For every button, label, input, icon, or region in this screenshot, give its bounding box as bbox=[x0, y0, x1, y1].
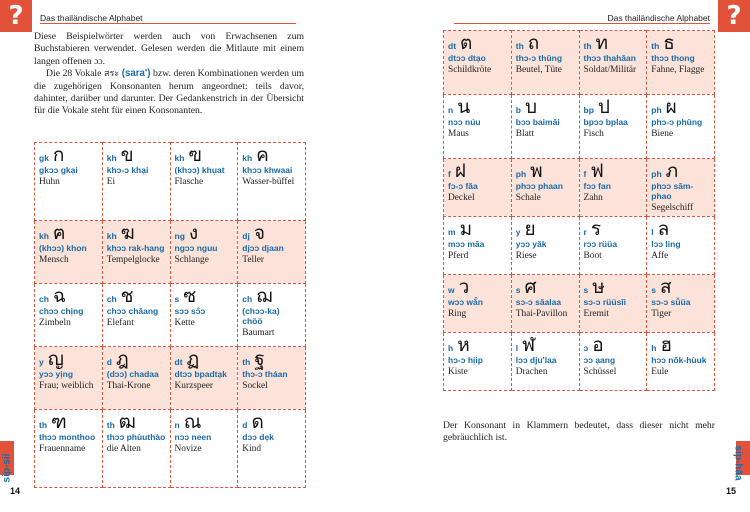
consonant-cell bbox=[511, 275, 579, 333]
cell-top bbox=[107, 349, 166, 369]
cell-top bbox=[242, 223, 301, 243]
consonant-transliteration: yɔɔ yịng bbox=[39, 369, 74, 379]
consonant-transliteration: (dɔɔ) chadaa bbox=[106, 369, 159, 379]
consonant-abbreviation: h bbox=[651, 343, 657, 353]
consonant-abbreviation: ch bbox=[39, 294, 49, 304]
consonant-meaning: Teller bbox=[242, 255, 264, 265]
thai-consonant: ฟ bbox=[590, 160, 604, 182]
thai-consonant: จ bbox=[253, 222, 265, 244]
footnote: Der Konsonant in Klammern bedeutet, dass dieser nicht mehr gebräuchlich ist. bbox=[443, 420, 715, 444]
cell-top bbox=[516, 161, 575, 181]
consonant-meaning: Zahn bbox=[583, 193, 603, 203]
intro-text bbox=[34, 31, 304, 118]
consonant-transliteration: sɔ-ɔ sǎalaa bbox=[515, 297, 562, 307]
consonant-meaning: Soldat/Militär bbox=[583, 65, 637, 75]
cell-top bbox=[651, 97, 710, 117]
consonant-meaning: Novize bbox=[174, 444, 202, 454]
consonant-meaning: Baumart bbox=[242, 328, 275, 338]
cell-top bbox=[584, 219, 643, 239]
consonant-transliteration: hɔɔ nōk-hùuk bbox=[651, 355, 707, 365]
consonant-cell bbox=[170, 221, 238, 284]
cell-top bbox=[516, 219, 575, 239]
consonant-transliteration: chɔɔ chāang bbox=[106, 306, 159, 316]
consonant-transliteration: dtɔɔ dtạo bbox=[448, 53, 486, 63]
consonant-cell bbox=[579, 217, 647, 275]
consonant-cell bbox=[170, 284, 238, 347]
intro-transliteration: (sara') bbox=[121, 68, 151, 80]
intro-paragraph-1: Diese Beispielwörter werden auch von Erwachsenen zum Buchstabieren verwendet. Gelesen werden die Mitlaute mit einem langen offenen ɔɔ. bbox=[34, 31, 304, 67]
consonant-cell bbox=[170, 410, 238, 488]
thai-consonant: ฌ bbox=[256, 285, 273, 307]
cell-top bbox=[448, 277, 507, 297]
consonant-cell bbox=[444, 95, 512, 159]
consonant-abbreviation: s bbox=[583, 285, 589, 295]
consonant-transliteration: thɔɔ monthoo bbox=[39, 432, 96, 442]
consonant-cell bbox=[579, 95, 647, 159]
consonant-transliteration: rɔɔ rüüa bbox=[583, 239, 618, 249]
consonant-cell bbox=[35, 284, 103, 347]
thai-consonant: ฝ bbox=[454, 160, 466, 182]
consonant-cell bbox=[238, 221, 306, 284]
intro-p2-start: Die 28 Vokale bbox=[46, 68, 104, 80]
cell-top bbox=[584, 161, 643, 181]
consonant-meaning: Eremit bbox=[583, 309, 610, 319]
consonant-abbreviation: gk bbox=[39, 153, 49, 163]
consonant-transliteration: (khɔɔ) khụat bbox=[174, 165, 225, 175]
consonant-abbreviation: bp bbox=[583, 105, 594, 115]
thai-consonant: ฮ bbox=[660, 334, 673, 356]
consonant-transliteration: thɔɔ thong bbox=[651, 53, 695, 63]
page-header-right: Das thailändische Alphabet bbox=[607, 13, 710, 23]
consonant-cell bbox=[511, 159, 579, 217]
consonant-transliteration: thɔɔ thahǎan bbox=[583, 53, 636, 63]
header-rule-right bbox=[454, 23, 710, 24]
consonant-abbreviation: s bbox=[651, 285, 656, 295]
consonant-transliteration: sɔ-ɔ sǚüa bbox=[651, 297, 691, 307]
consonant-meaning: Deckel bbox=[448, 193, 475, 203]
consonant-cell bbox=[579, 333, 647, 391]
consonant-transliteration: thɔ-ɔ tháan bbox=[242, 369, 288, 379]
consonant-meaning: Schale bbox=[515, 193, 541, 203]
consonant-cell bbox=[647, 333, 715, 391]
consonant-cell bbox=[511, 333, 579, 391]
cell-top bbox=[516, 33, 575, 53]
cell-top bbox=[175, 223, 234, 243]
consonant-abbreviation: th bbox=[651, 41, 660, 51]
table-row bbox=[35, 284, 306, 347]
cell-top bbox=[651, 277, 710, 297]
consonant-abbreviation: kh bbox=[174, 153, 185, 163]
consonant-meaning: Blatt bbox=[515, 129, 534, 139]
cell-top bbox=[448, 219, 507, 239]
thai-consonant: ง bbox=[188, 222, 199, 244]
consonant-abbreviation: ch bbox=[242, 294, 253, 304]
cell-top bbox=[39, 412, 98, 432]
thai-consonant: ภ bbox=[665, 160, 679, 182]
consonant-transliteration: sɔ-ɔ rüüsǐi bbox=[583, 297, 627, 307]
consonant-abbreviation: ph bbox=[651, 169, 662, 179]
consonant-cell bbox=[238, 347, 306, 410]
consonant-abbreviation: th bbox=[515, 41, 524, 51]
consonant-abbreviation: s bbox=[174, 294, 180, 304]
consonant-abbreviation: ng bbox=[174, 231, 185, 241]
consonant-transliteration: phɔɔ sām-phao bbox=[651, 181, 694, 201]
consonant-abbreviation: th bbox=[583, 41, 592, 51]
consonant-meaning: Zimbeln bbox=[39, 318, 71, 328]
consonant-abbreviation: s bbox=[515, 285, 521, 295]
consonant-meaning: Fisch bbox=[583, 129, 604, 139]
side-label-left: sip-sii bbox=[1, 453, 13, 483]
thai-consonant: พ bbox=[530, 160, 543, 182]
consonant-transliteration: chɔɔ chịng bbox=[39, 306, 84, 316]
cell-top bbox=[39, 145, 98, 165]
consonant-meaning: Frau; weiblich bbox=[39, 381, 94, 391]
consonant-meaning: Sockel bbox=[242, 381, 268, 391]
consonant-cell bbox=[102, 221, 170, 284]
consonant-abbreviation: dj bbox=[242, 231, 250, 241]
consonant-cell bbox=[444, 275, 512, 333]
consonant-cell bbox=[102, 143, 170, 221]
consonant-meaning: Beutel, Tüte bbox=[515, 65, 562, 75]
consonant-abbreviation: kh bbox=[242, 153, 253, 163]
consonant-meaning: Fahne, Flagge bbox=[651, 65, 705, 75]
consonant-meaning: Maus bbox=[448, 129, 469, 139]
thai-consonant: ร bbox=[590, 218, 602, 240]
consonant-transliteration: (chɔɔ-ka) chöö bbox=[242, 306, 280, 326]
consonant-abbreviation: y bbox=[515, 227, 521, 237]
consonant-meaning: Ring bbox=[448, 309, 467, 319]
consonant-cell bbox=[444, 31, 512, 95]
consonant-transliteration: nɔɔ neen bbox=[174, 432, 212, 442]
question-mark-icon: ? bbox=[0, 0, 32, 32]
consonant-cell bbox=[647, 217, 715, 275]
cell-top bbox=[584, 97, 643, 117]
question-mark-icon: ? bbox=[718, 0, 750, 32]
consonant-table-left bbox=[34, 142, 306, 488]
consonant-cell bbox=[647, 95, 715, 159]
thai-consonant: ณ bbox=[183, 411, 202, 433]
thai-consonant: ย bbox=[524, 218, 536, 240]
cell-top bbox=[448, 97, 507, 117]
thai-consonant: ต bbox=[460, 32, 473, 54]
cell-top bbox=[584, 33, 643, 53]
consonant-cell bbox=[170, 143, 238, 221]
consonant-abbreviation: n bbox=[174, 420, 180, 430]
consonant-meaning: Huhn bbox=[39, 177, 60, 187]
cell-top bbox=[107, 223, 166, 243]
table-row bbox=[444, 159, 715, 217]
consonant-cell bbox=[444, 159, 512, 217]
consonant-abbreviation: dt bbox=[448, 41, 457, 51]
consonant-transliteration: nɔɔ núu bbox=[448, 117, 481, 127]
consonant-meaning: Mensch bbox=[39, 255, 69, 265]
consonant-transliteration: khɔ-ɔ khại bbox=[106, 165, 149, 175]
consonant-transliteration: fɔɔ fan bbox=[583, 181, 611, 191]
consonant-cell bbox=[579, 159, 647, 217]
thai-consonant: อ bbox=[592, 334, 604, 356]
consonant-abbreviation: f bbox=[448, 169, 451, 179]
consonant-meaning: Thai-Pavillon bbox=[515, 309, 568, 319]
consonant-transliteration: phɔɔ phaan bbox=[515, 181, 563, 191]
consonant-transliteration: yɔɔ yǎk bbox=[515, 239, 547, 249]
cell-top bbox=[448, 161, 507, 181]
consonant-abbreviation: dt bbox=[174, 357, 183, 367]
consonant-cell bbox=[579, 275, 647, 333]
consonant-transliteration: ngɔɔ nguu bbox=[174, 243, 218, 253]
thai-consonant: ห bbox=[457, 334, 470, 356]
table-row bbox=[444, 31, 715, 95]
consonant-transliteration: phɔ-ɔ phûng bbox=[651, 117, 703, 127]
consonant-transliteration: bɔɔ baimāi bbox=[515, 117, 560, 127]
thai-consonant: ซ bbox=[183, 285, 197, 307]
cell-top bbox=[39, 223, 98, 243]
consonant-transliteration: dɔɔ dẹk bbox=[242, 432, 274, 442]
table-row bbox=[444, 95, 715, 159]
consonant-abbreviation: f bbox=[583, 169, 587, 179]
consonant-transliteration: khɔɔ khwaai bbox=[242, 165, 293, 175]
consonant-abbreviation: l bbox=[515, 343, 519, 353]
consonant-cell bbox=[444, 217, 512, 275]
thai-consonant: ม bbox=[459, 218, 473, 240]
consonant-abbreviation: th bbox=[39, 420, 48, 430]
consonant-cell bbox=[170, 347, 238, 410]
thai-consonant: ฃ bbox=[188, 144, 202, 166]
table-row bbox=[35, 347, 306, 410]
cell-top bbox=[107, 412, 166, 432]
consonant-abbreviation: r bbox=[583, 227, 587, 237]
cell-top bbox=[242, 412, 301, 432]
thai-consonant: ด bbox=[251, 411, 264, 433]
consonant-abbreviation: m bbox=[448, 227, 456, 237]
consonant-abbreviation: kh bbox=[106, 231, 117, 241]
cell-top bbox=[584, 277, 643, 297]
consonant-abbreviation: th bbox=[242, 357, 251, 367]
consonant-cell bbox=[102, 284, 170, 347]
thai-consonant: ฆ bbox=[120, 222, 135, 244]
table-row bbox=[35, 143, 306, 221]
page-number-right: 15 bbox=[725, 486, 736, 496]
consonant-meaning: Kurzspeer bbox=[174, 381, 214, 391]
cell-top bbox=[242, 349, 301, 369]
consonant-cell bbox=[238, 410, 306, 488]
thai-consonant: ฉ bbox=[52, 285, 66, 307]
consonant-meaning: Flasche bbox=[174, 177, 204, 187]
consonant-cell bbox=[35, 221, 103, 284]
consonant-cell bbox=[579, 31, 647, 95]
consonant-meaning: Boot bbox=[583, 251, 602, 261]
consonant-meaning: Kette bbox=[174, 318, 195, 328]
thai-consonant: ฅ bbox=[52, 222, 66, 244]
cell-top bbox=[651, 335, 710, 355]
consonant-meaning: Eule bbox=[651, 367, 669, 377]
consonant-meaning: Elefant bbox=[106, 318, 134, 328]
cell-top bbox=[651, 33, 710, 53]
thai-consonant: ฐ bbox=[254, 348, 265, 370]
cell-top bbox=[107, 286, 166, 306]
consonant-abbreviation: d bbox=[106, 357, 112, 367]
cell-top bbox=[39, 349, 98, 369]
consonant-meaning: Riese bbox=[515, 251, 537, 261]
consonant-transliteration: sɔɔ sɔ̂ɔ bbox=[174, 306, 206, 316]
consonant-transliteration: lɔɔ dju'laa bbox=[515, 355, 557, 365]
cell-top bbox=[516, 335, 575, 355]
thai-consonant: ธ bbox=[663, 32, 675, 54]
consonant-cell bbox=[238, 284, 306, 347]
thai-consonant: ก bbox=[52, 144, 65, 166]
consonant-transliteration: (khɔɔ) khon bbox=[39, 243, 87, 253]
consonant-cell bbox=[511, 95, 579, 159]
consonant-cell bbox=[102, 410, 170, 488]
cell-top bbox=[242, 286, 301, 306]
cell-top bbox=[651, 219, 710, 239]
consonant-cell bbox=[35, 347, 103, 410]
table-row bbox=[444, 333, 715, 391]
consonant-meaning: Biene bbox=[651, 129, 674, 139]
thai-consonant: ล bbox=[657, 218, 670, 240]
consonant-transliteration: gkɔɔ gkại bbox=[39, 165, 78, 175]
consonant-transliteration: thɔɔ phùuthào bbox=[106, 432, 166, 442]
side-label-right: sip-hâa bbox=[732, 445, 744, 481]
table-row bbox=[444, 275, 715, 333]
consonant-transliteration: bpɔɔ bplaa bbox=[583, 117, 628, 127]
thai-consonant: ฑ bbox=[51, 411, 67, 433]
intro-paragraph-2 bbox=[34, 68, 304, 118]
consonant-meaning: Schüssel bbox=[583, 367, 617, 377]
thai-consonant: ถ bbox=[527, 32, 540, 54]
thai-consonant: ผ bbox=[665, 96, 677, 118]
consonant-abbreviation: ɔ bbox=[583, 343, 589, 353]
consonant-meaning: Affe bbox=[651, 251, 669, 261]
cell-top bbox=[175, 349, 234, 369]
consonant-meaning: Pferd bbox=[448, 251, 469, 261]
consonant-cell bbox=[511, 31, 579, 95]
consonant-meaning: Thai-Krone bbox=[106, 381, 151, 391]
consonant-abbreviation: ph bbox=[651, 105, 662, 115]
table-row bbox=[35, 410, 306, 488]
consonant-transliteration: fɔ-ɔ fǎa bbox=[448, 181, 478, 191]
thai-consonant: ช bbox=[120, 285, 134, 307]
consonant-meaning: Segelschiff bbox=[651, 203, 694, 213]
consonant-abbreviation: d bbox=[242, 420, 248, 430]
consonant-meaning: Wasser-büffel bbox=[242, 177, 295, 187]
consonant-meaning: Ei bbox=[106, 177, 116, 187]
thai-consonant: ข bbox=[120, 144, 134, 166]
consonant-transliteration: khɔɔ rak-hang bbox=[106, 243, 165, 253]
consonant-meaning: Kind bbox=[242, 444, 261, 454]
consonant-transliteration: ɔɔ ạang bbox=[583, 355, 616, 365]
consonant-cell bbox=[511, 217, 579, 275]
consonant-abbreviation: l bbox=[651, 227, 654, 237]
cell-top bbox=[39, 286, 98, 306]
thai-consonant: ป bbox=[597, 96, 610, 118]
consonant-abbreviation: w bbox=[448, 285, 455, 295]
table-row bbox=[35, 221, 306, 284]
table-row bbox=[444, 217, 715, 275]
thai-consonant: ฎ bbox=[115, 348, 129, 370]
intro-thai-word: สระ bbox=[103, 69, 120, 80]
consonant-meaning: Kiste bbox=[448, 367, 468, 377]
thai-consonant: บ bbox=[524, 96, 538, 118]
consonant-abbreviation: kh bbox=[106, 153, 117, 163]
cell-top bbox=[448, 335, 507, 355]
thai-consonant: ฏ bbox=[186, 348, 200, 370]
consonant-transliteration: hɔ-ɔ hịip bbox=[448, 355, 483, 365]
consonant-abbreviation: h bbox=[448, 343, 454, 353]
consonant-cell bbox=[102, 347, 170, 410]
consonant-abbreviation: th bbox=[106, 420, 115, 430]
consonant-transliteration: lɔɔ ling bbox=[651, 239, 681, 249]
cell-top bbox=[516, 277, 575, 297]
header-rule-left bbox=[40, 23, 296, 24]
consonant-meaning: Drachen bbox=[515, 367, 548, 377]
cell-top bbox=[516, 97, 575, 117]
consonant-meaning: Tempelglocke bbox=[106, 255, 160, 265]
thai-consonant: ว bbox=[458, 276, 470, 298]
consonant-abbreviation: b bbox=[515, 105, 521, 115]
cell-top bbox=[175, 286, 234, 306]
cell-top bbox=[584, 335, 643, 355]
consonant-meaning: Schlange bbox=[174, 255, 209, 265]
consonant-transliteration: dtɔɔ bpadtạk bbox=[174, 369, 227, 379]
consonant-cell bbox=[35, 143, 103, 221]
thai-consonant: ศ bbox=[524, 276, 537, 298]
cell-top bbox=[651, 161, 710, 181]
page-number-left: 14 bbox=[10, 486, 21, 496]
consonant-table-right bbox=[443, 30, 715, 391]
thai-consonant: ญ bbox=[47, 348, 64, 370]
cell-top bbox=[242, 145, 301, 165]
thai-consonant: ท bbox=[595, 32, 609, 54]
cell-top bbox=[448, 33, 507, 53]
consonant-abbreviation: ch bbox=[106, 294, 117, 304]
consonant-cell bbox=[647, 275, 715, 333]
cell-top bbox=[175, 145, 234, 165]
consonant-meaning: Schildkröte bbox=[448, 65, 492, 75]
thai-consonant: ส bbox=[659, 276, 672, 298]
page-header-left: Das thailändische Alphabet bbox=[40, 13, 143, 23]
consonant-abbreviation: n bbox=[448, 105, 454, 115]
consonant-abbreviation: kh bbox=[39, 231, 49, 241]
cell-top bbox=[107, 145, 166, 165]
consonant-transliteration: thɔ-ɔ thǔng bbox=[515, 53, 563, 63]
consonant-cell bbox=[647, 159, 715, 217]
consonant-meaning: Frauenname bbox=[39, 444, 86, 454]
consonant-meaning: Tiger bbox=[651, 309, 672, 319]
consonant-cell bbox=[444, 333, 512, 391]
thai-consonant: ฬ bbox=[522, 334, 536, 356]
intro-p2-end: bzw. deren Kombinationen werden um die zugehörigen Konsonanten herum angeordnet: teils davor, dahinter, darüber und darunter. Der Gedankenstrich in der Übersicht für die Vokale steht für einen Konsonanten. bbox=[34, 68, 304, 117]
consonant-transliteration: wɔɔ wǎ̂n bbox=[448, 297, 483, 307]
cell-top bbox=[175, 412, 234, 432]
consonant-cell bbox=[238, 143, 306, 221]
thai-consonant: ฒ bbox=[118, 411, 136, 433]
consonant-transliteration: djɔɔ djaan bbox=[242, 243, 284, 253]
consonant-cell bbox=[647, 31, 715, 95]
consonant-cell bbox=[35, 410, 103, 488]
thai-consonant: ษ bbox=[592, 276, 605, 298]
consonant-meaning: die Alten bbox=[106, 444, 141, 454]
thai-consonant: ค bbox=[256, 144, 269, 166]
consonant-abbreviation: y bbox=[39, 357, 44, 367]
consonant-abbreviation: ph bbox=[515, 169, 527, 179]
thai-consonant: น bbox=[457, 96, 471, 118]
consonant-transliteration: mɔɔ māa bbox=[448, 239, 485, 249]
